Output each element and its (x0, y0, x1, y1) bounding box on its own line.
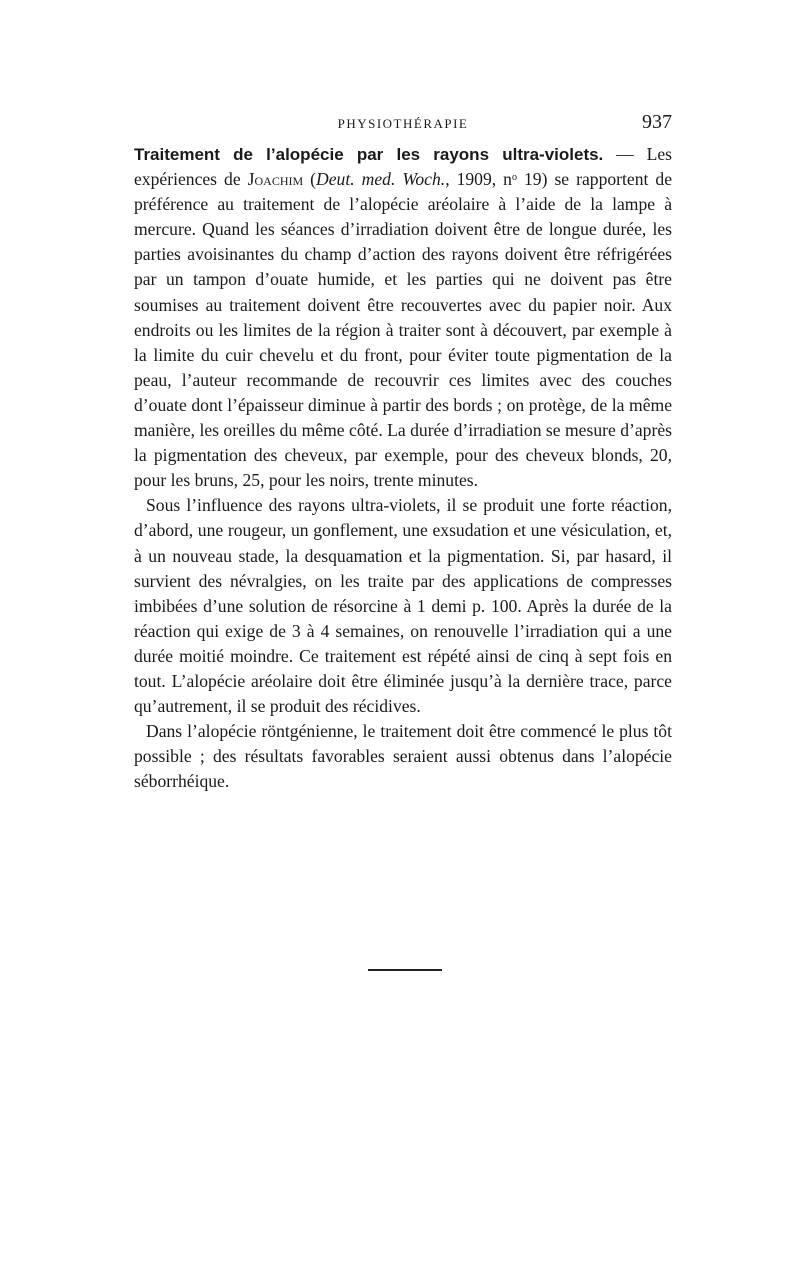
cited-journal: Deut. med. Woch. (316, 169, 446, 190)
paragraph-3: Dans l’alopécie röntgénienne, le traitement doit être commencé le plus tôt possible ; des résultats favorables seraient aussi obtenus dans l’alopécie séborrhéique. (134, 721, 672, 792)
document-page (134, 108, 672, 794)
end-rule-divider (368, 969, 442, 971)
article-heading: Traitement de l’alopécie par les rayons ultra-violets. (134, 145, 604, 164)
paragraph-1-text-a: — Les expériences de (134, 144, 673, 190)
article-body (134, 142, 672, 794)
page-number: 937 (642, 111, 672, 133)
paragraph-1 (134, 142, 672, 493)
paragraph-1-text-c: , 1909, n (445, 169, 512, 190)
running-head (134, 108, 672, 142)
number-superscript: o (511, 172, 517, 184)
running-title: PHYSIOTHÉRAPIE (337, 116, 469, 131)
paragraph-1-text-b: ( (303, 169, 317, 190)
cited-author: Joachim (247, 169, 304, 190)
paragraph-1-text-d: 19) se rapportent de préférence au traitement de l’alopécie aréolaire à l’aide de la lampe à mercure. Quand les séances d’irradiation doivent être de longue durée, les parties avoisinantes du champ d’action des rayons doivent être réfrigérées par un tampon d’ouate humide, et les parties qui ne doivent pas être soumises au traitement doivent être recouvertes avec du papier noir. Aux endroits ou les limites de la région à traiter sont à découvert, par exemple à la limite du cuir chevelu et du front, pour éviter toute pigmentation de la peau, l’auteur recommande de recouvrir ces limites avec des couches d’ouate dont l’épaisseur diminue à partir des bords ; on protège, de la même manière, les oreilles du même côté. La durée d’irradiation se mesure d’après la pigmentation des cheveux, par exemple, pour des cheveux blonds, 20, pour les bruns, 25, pour les noirs, trente minutes. (134, 169, 673, 491)
paragraph-2: Sous l’influence des rayons ultra-violets, il se produit une forte réaction, d’abord, une rougeur, un gonflement, une exsudation et une vésiculation, et, à un nouveau stade, la desquamation et la pigmentation. Si, par hasard, il survient des névralgies, on les traite par des applications de compresses imbibées d’une solution de résorcine à 1 demi p. 100. Après la durée de la réaction qui exige de 3 à 4 semaines, on renouvelle l’irradiation qui a une durée moitié moindre. Ce traitement est répété ainsi de cinq à sept fois en tout. L’alopécie aréolaire doit être éliminée jusqu’à la dernière trace, parce qu’autrement, il se produit des récidives. (134, 495, 672, 717)
